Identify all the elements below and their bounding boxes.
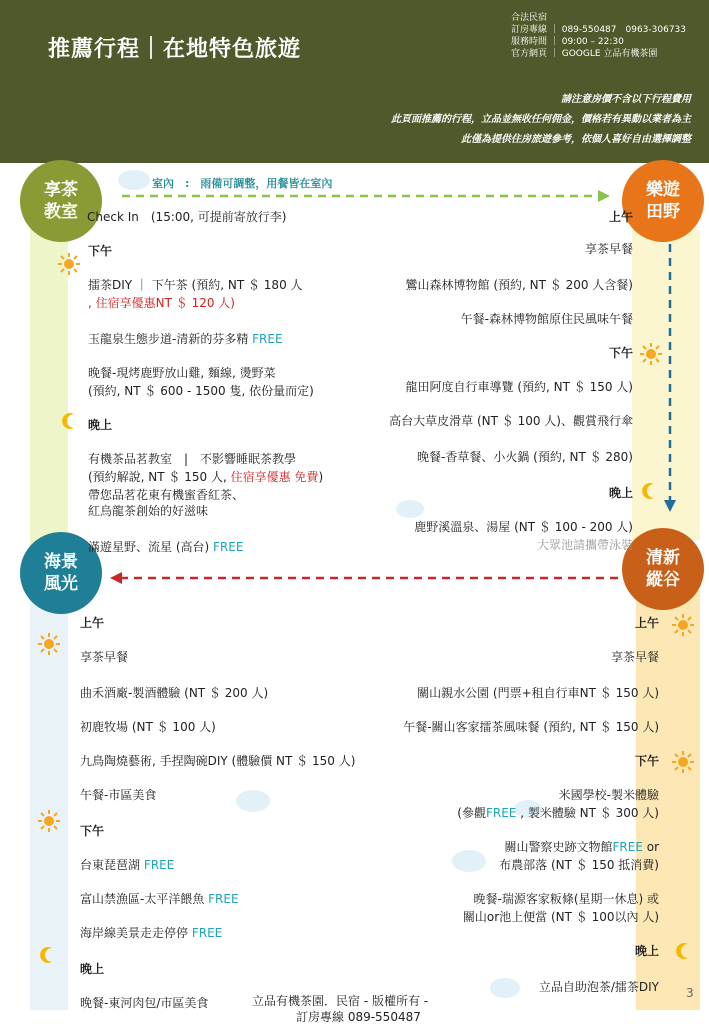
moon-icon xyxy=(40,946,58,964)
city-lunch-item: 午餐-市區美食 xyxy=(80,788,157,802)
tea-class-circle: 享茶 教室 xyxy=(20,160,102,242)
police-museum-item: 關山警察史跡文物館FREE or xyxy=(504,840,659,854)
sun-icon xyxy=(38,810,60,832)
morning-label: 上午 xyxy=(608,210,633,224)
breakfast-item: 享茶早餐 xyxy=(80,650,129,664)
moon-icon xyxy=(676,942,694,960)
free-tag: FREE xyxy=(612,840,643,854)
red-arrow-head xyxy=(110,572,122,584)
hot-spring-item: 鹿野溪溫泉、湯屋 (NT ＄ 100 - 200 人) xyxy=(414,520,633,534)
evening-label: 晚上 xyxy=(88,418,113,432)
free-tag: FREE xyxy=(143,858,175,872)
free-tag: FREE xyxy=(191,926,223,940)
dinner-chicken-price: (預約, NT ＄ 600 - 1500 隻, 依份量而定) xyxy=(88,384,314,398)
tea-class-item: 有機茶品茗教室 | 不影響睡眠茶教學 xyxy=(88,452,297,466)
bike-tour-item: 龍田阿度自行車導覽 (預約, NT ＄ 150 人) xyxy=(405,380,633,394)
free-tag: FREE xyxy=(485,806,517,820)
valley-circle: 清新 縱谷 xyxy=(622,528,704,610)
morning-label: 上午 xyxy=(634,616,659,630)
breakfast-item: 享茶早餐 xyxy=(610,650,659,664)
free-tag: FREE xyxy=(252,332,283,346)
water-park-item: 關山親水公園 (門票+租自行車NT ＄ 150 人) xyxy=(417,686,659,700)
service-hours: 服務時間 ｜ 09:00 – 22:30 xyxy=(511,37,624,47)
fun-field-circle: 樂遊 田野 xyxy=(622,160,704,242)
footer-phone: 訂房專線 089-550487 xyxy=(296,1010,421,1024)
evening-label: 晚上 xyxy=(80,962,105,976)
fish-feeding-item: 富山禁漁區-太平洋餵魚 FREE xyxy=(80,892,239,906)
note-1: 請注意房價不含以下行程費用 xyxy=(561,94,691,105)
afternoon-label: 下午 xyxy=(608,346,633,360)
herb-dinner-item: 晚餐-香草餐、小火鍋 (預約, NT ＄ 280) xyxy=(417,450,633,464)
breakfast-item: 享茶早餐 xyxy=(584,242,633,256)
note-3: 此僅為提供住房旅遊參考，依個人喜好自由選擇調整 xyxy=(461,134,691,145)
green-arrow-head xyxy=(598,190,610,202)
sun-icon xyxy=(38,633,60,655)
afternoon-label: 下午 xyxy=(634,754,659,768)
stargazing-item: 滿遊星野、流星 (高台) FREE xyxy=(88,540,244,554)
page-title: 推薦行程｜在地特色旅遊 xyxy=(48,36,302,62)
tea-diy-item: 擂茶DIY ｜ 下午茶 (預約, NT ＄ 180 人 xyxy=(88,278,303,292)
yulong-trail-item: 玉龍泉生態步道-清新的芬多精 FREE xyxy=(88,332,283,346)
hakka-noodle-item: 晚餐-瑞源客家粄條(星期一休息) 或 xyxy=(473,892,659,906)
note-2: 此頁面推薦的行程，立品並無收任何佣金，價格若有異動以業者為主 xyxy=(391,114,691,125)
sea-view-circle: 海景 風光 xyxy=(20,532,102,614)
pottery-item: 九鳥陶燒藝術, 手捏陶碗DIY (體驗價 NT ＄ 150 人) xyxy=(80,754,356,768)
free-tag: FREE xyxy=(213,540,244,554)
afternoon-label: 下午 xyxy=(80,824,105,838)
morning-label: 上午 xyxy=(80,616,105,630)
moon-icon xyxy=(62,412,80,430)
phone-line: 訂房專線 ｜ 089-550487 0963-306733 xyxy=(511,25,687,35)
tea-class-desc-1: 帶您品茗花東有機蜜香紅茶、 xyxy=(88,488,245,502)
moon-icon xyxy=(642,482,660,500)
forest-museum-item: 鸞山森林博物館 (預約, NT ＄ 200 人含餐) xyxy=(405,278,633,292)
page-number: 3 xyxy=(686,986,694,1000)
bunun-tribe-item: 布農部落 (NT ＄ 150 抵消費) xyxy=(499,858,659,872)
evening-label: 晚上 xyxy=(608,486,633,500)
swimwear-note: 大眾池請攜帶泳裝 xyxy=(536,538,633,552)
pipa-lake-item: 台東琵琶湖 FREE xyxy=(80,858,175,872)
tea-class-price: (預約解說, NT ＄ 150 人, 住宿享優惠 免費) xyxy=(88,470,324,484)
blue-arrow-head xyxy=(664,500,676,512)
sun-icon xyxy=(58,253,80,275)
tea-class-desc-2: 紅烏龍茶創始的好滋味 xyxy=(88,504,209,518)
arrow-note: 室內 : 雨備可調整，用餐皆在室內 xyxy=(152,177,333,190)
self-tea-item: 立品自助泡茶/擂茶DIY xyxy=(538,980,659,994)
chulu-ranch-item: 初鹿牧場 (NT ＄ 100 人) xyxy=(80,720,216,734)
dinner-chicken-item: 晚餐-現烤鹿野放山雞, 麵線, 燙野菜 xyxy=(88,366,276,380)
forest-lunch-item: 午餐-森林博物館原住民風味午餐 xyxy=(460,312,633,326)
tea-diy-discount: , 住宿享優惠NT ＄ 120 人) xyxy=(88,296,235,310)
grass-slide-item: 高台大草皮滑草 (NT ＄ 100 人)、觀賞飛行傘 xyxy=(389,414,633,428)
rice-school-item: 米國學校-製米體驗 xyxy=(558,788,659,802)
evening-label: 晚上 xyxy=(634,944,659,958)
coastline-item: 海岸線美景走走停停 FREE xyxy=(80,926,223,940)
sun-icon xyxy=(640,343,662,365)
winery-item: 曲禾酒廠-製酒體驗 (NT ＄ 200 人) xyxy=(80,686,269,700)
footer-copyright: 立品有機茶園．民宿 - 版權所有 - xyxy=(252,994,429,1008)
hakka-lunch-item: 午餐-關山客家擂茶風味餐 (預約, NT ＄ 150 人) xyxy=(403,720,659,734)
checkin-item: Check In (15:00, 可提前寄放行李) xyxy=(87,210,287,224)
rice-school-price: (參觀FREE , 製米體驗 NT ＄ 300 人) xyxy=(457,806,659,820)
license-label: 合法民宿 xyxy=(511,13,548,23)
bento-item: 關山or池上便當 (NT ＄ 100以內 人) xyxy=(462,910,659,924)
sun-icon xyxy=(672,614,694,636)
website-line: 官方網頁 ｜ GOOGLE 立品有機茶園 xyxy=(511,49,658,59)
sun-icon xyxy=(672,751,694,773)
afternoon-label: 下午 xyxy=(88,244,113,258)
dinner-bun-item: 晚餐-東河肉包/市區美食 xyxy=(80,996,209,1010)
free-tag: FREE xyxy=(208,892,239,906)
